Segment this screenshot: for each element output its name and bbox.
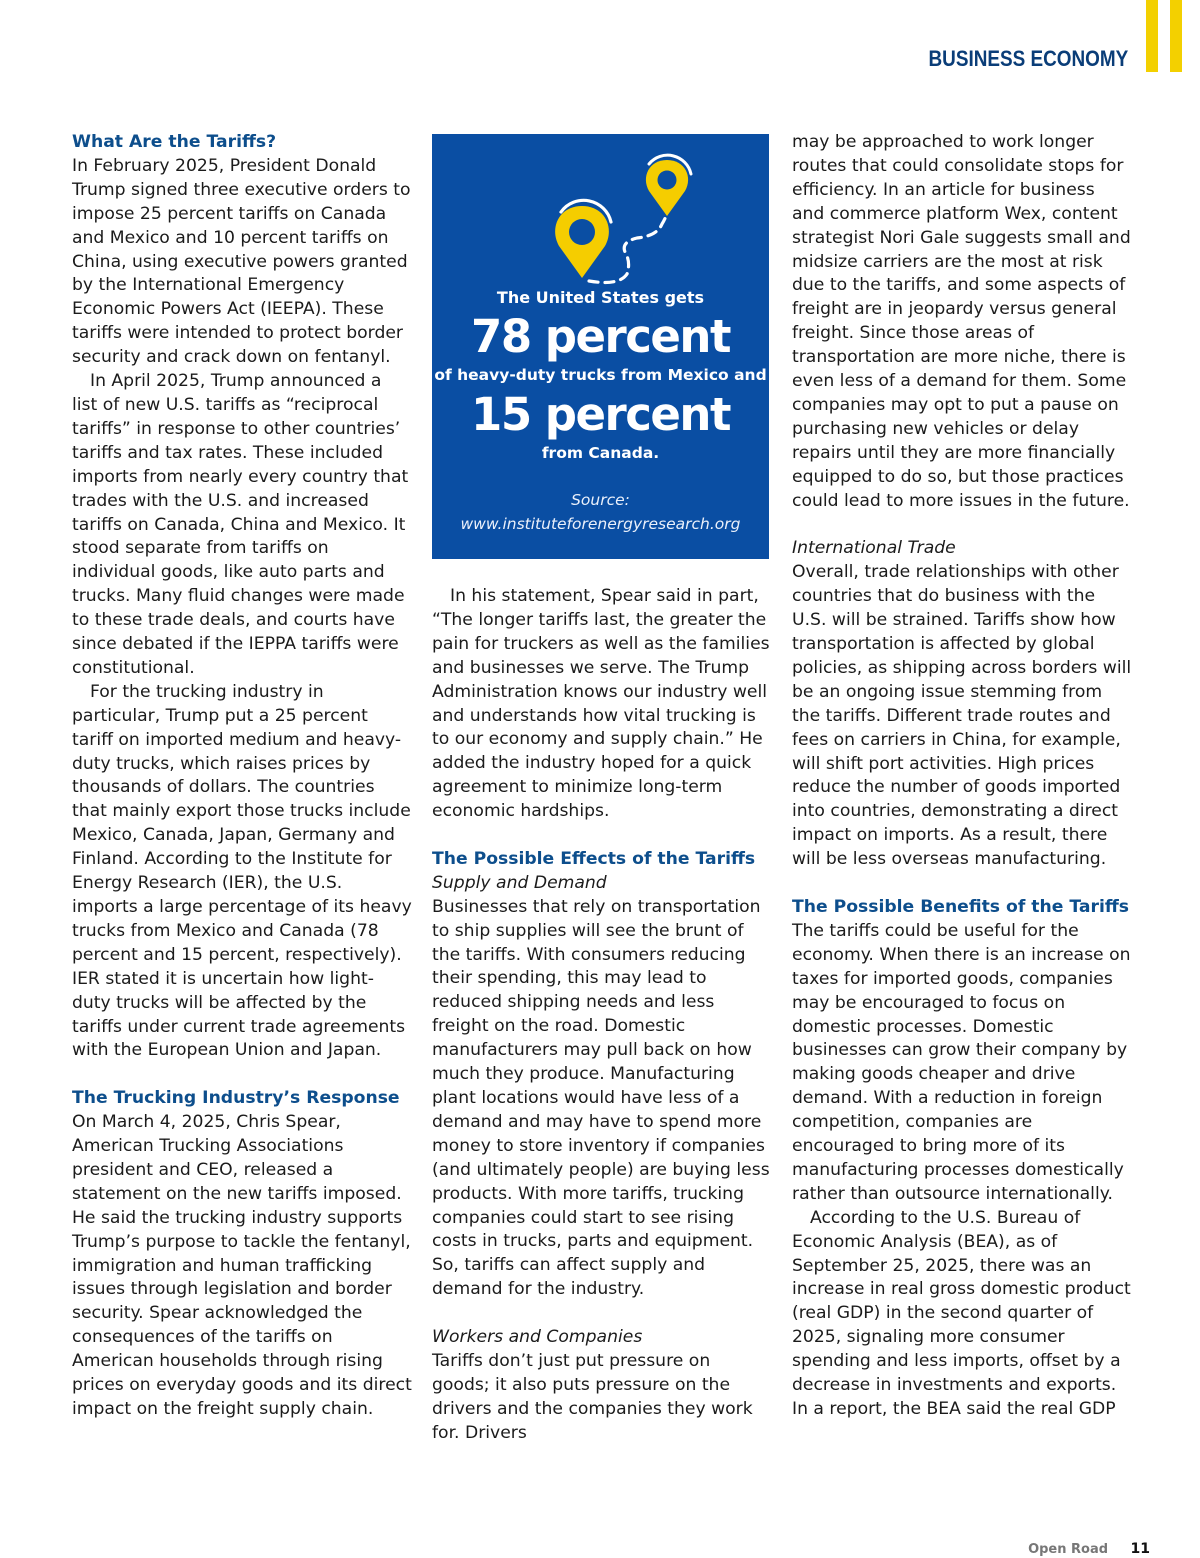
- paragraph: In April 2025, Trump announced a list of new U.S. tariffs as “reciprocal tariffs” in response to other countries’ tariffs and tax rates. These included imports from nearly every country that trades with the U.S. and increased tariffs on Canada, China and Mexico. It stood separate from tariffs on individual goods, like auto parts and trucks. Many fluid changes were made to these trade deals, and courts have since debated if the IEPPA tariffs were constitutional.: [72, 371, 409, 678]
- article-column-3: [792, 131, 1132, 1422]
- heading-what-are-tariffs: What Are the Tariffs?: [72, 132, 277, 152]
- accent-bar-right: [1170, 0, 1182, 72]
- callout-stat-canada: 15 percent: [471, 388, 730, 441]
- page-number: 11: [1130, 1541, 1150, 1557]
- paragraph: The tariffs could be useful for the economy. When there is an increase on taxes for imported goods, companies may be encouraged to focus on domestic processes. Domestic businesses can grow their company by making goods cheaper and drive demand. With a reduction in foreign competition, companies are encouraged to bring more of its manufacturing processes domestically rather than outsource internationally.: [792, 920, 1131, 1204]
- heading-possible-benefits: The Possible Benefits of the Tariffs: [792, 896, 1130, 917]
- accent-bar-left: [1146, 0, 1158, 72]
- paragraph: Overall, trade relationships with other countries that do business with the U.S. will be strained. Tariffs show how transportation is affected by global policies, as shipping across borders will be an ongoing issue stemming from the tariffs. Different trade routes and fees on carriers in China, for example, will shift port activities. High prices reduce the number of goods imported into countries, demonstrating a direct impact on imports. As a result, there will be less overseas manufacturing.: [792, 562, 1132, 870]
- publication-name: Open Road: [1028, 1542, 1109, 1557]
- callout-lead-text: The United States gets: [496, 288, 705, 307]
- callout-tail-text: from Canada.: [541, 444, 660, 462]
- paragraph: For the trucking industry in particular, Trump put a 25 percent tariff on imported medium and heavy-duty trucks, which raises prices by thousands of dollars. The countries that mainly export those trucks include Mexico, Canada, Japan, Germany and Finland. According to the Institute for Energy Research (IER), the U.S. imports a large percentage of its heavy trucks from Mexico and Canada (78 percent and 15 percent, respectively). IER stated it is uncertain how light-duty trucks will be affected by the tariffs under current trade agreements with the European Union and Japan.: [72, 681, 412, 1061]
- article-column-2: [432, 585, 772, 1446]
- heading-possible-effects: The Possible Effects of the Tariffs: [432, 848, 756, 869]
- paragraph: According to the U.S. Bureau of Economic Analysis (BEA), as of September 25, 2025, there was an increase in real gross domestic product (real GDP) in the second quarter of 2025, signaling more consumer spending and less imports, offset by a decrease in investments and exports. In a report, the BEA said the real GDP: [792, 1207, 1131, 1419]
- page-footer: [1028, 1541, 1150, 1557]
- paragraph: In February 2025, President Donald Trump signed three executive orders to impose 25 percent tariffs on Canada and Mexico and 10 percent tariffs on China, using executive powers granted by the International Emergency Economic Powers Act (IEEPA). These tariffs were intended to protect border security and crack down on fentanyl.: [72, 155, 411, 368]
- map-route-pins-icon: [527, 146, 707, 296]
- section-label: BUSINESS ECONOMY: [928, 46, 1128, 71]
- article-column-1: [72, 131, 412, 1422]
- paragraph: In his statement, Spear said in part, “The longer tariffs last, the greater the pain for truckers as well as the families and businesses we serve. The Trump Administration knows our industry well and understands how vital trucking is to our economy and supply chain.” He added the industry hoped for a quick agreement to minimize long-term economic hardships.: [432, 586, 770, 822]
- paragraph: On March 4, 2025, Chris Spear, American Trucking Associations president and CEO, released a statement on the new tariffs imposed. He said the trucking industry supports Trump’s purpose to tackle the fentanyl, immigration and human trafficking issues through legislation and border security. Spear acknowledged the consequences of the tariffs on American households through rising prices on everyday goods and its direct impact on the freight supply chain.: [72, 1112, 412, 1420]
- subheading-supply-demand: Supply and Demand: [432, 872, 607, 893]
- paragraph: Businesses that rely on transportation to ship supplies will see the brunt of the tariffs. With consumers reducing their spending, this may lead to reduced shipping needs and less freight on the road. Domestic manufacturers may pull back on how much they produce. Manufacturing plant locations would have less of a demand and may have to spend more money to store inventory if companies (and ultimately people) are buying less products. With more tariffs, trucking companies could start to see rising costs in trucks, parts and equipment. So, tariffs can affect supply and demand for the industry.: [432, 896, 770, 1300]
- paragraph: Tariffs don’t just put pressure on goods; it also puts pressure on the drivers and the companies they work for. Drivers: [432, 1350, 753, 1443]
- subheading-workers-companies: Workers and Companies: [432, 1327, 643, 1348]
- heading-trucking-response: The Trucking Industry’s Response: [72, 1088, 400, 1109]
- callout-stat-mexico: 78 percent: [471, 310, 730, 363]
- source-url: www.instituteforenergyresearch.org: [460, 515, 741, 533]
- callout-middle-text: of heavy-duty trucks from Mexico and: [434, 366, 767, 384]
- paragraph: may be approached to work longer routes that could consolidate stops for efficiency. In an article for business and commerce platform Wex, content strategist Nori Gale suggests small and midsize carriers are the most at risk due to the tariffs, and some aspects of freight are in jeopardy versus general freight. Since those areas of transportation are more niche, there is even less of a demand for them. Some companies may opt to put a pause on purchasing new vehicles or delay repairs until they are more financially equipped to do so, but those practices could lead to more issues in the future.: [792, 132, 1131, 511]
- source-label: Source:: [571, 491, 630, 509]
- subheading-international-trade: International Trade: [792, 538, 956, 559]
- stat-callout: [432, 134, 769, 559]
- callout-source: [432, 488, 769, 536]
